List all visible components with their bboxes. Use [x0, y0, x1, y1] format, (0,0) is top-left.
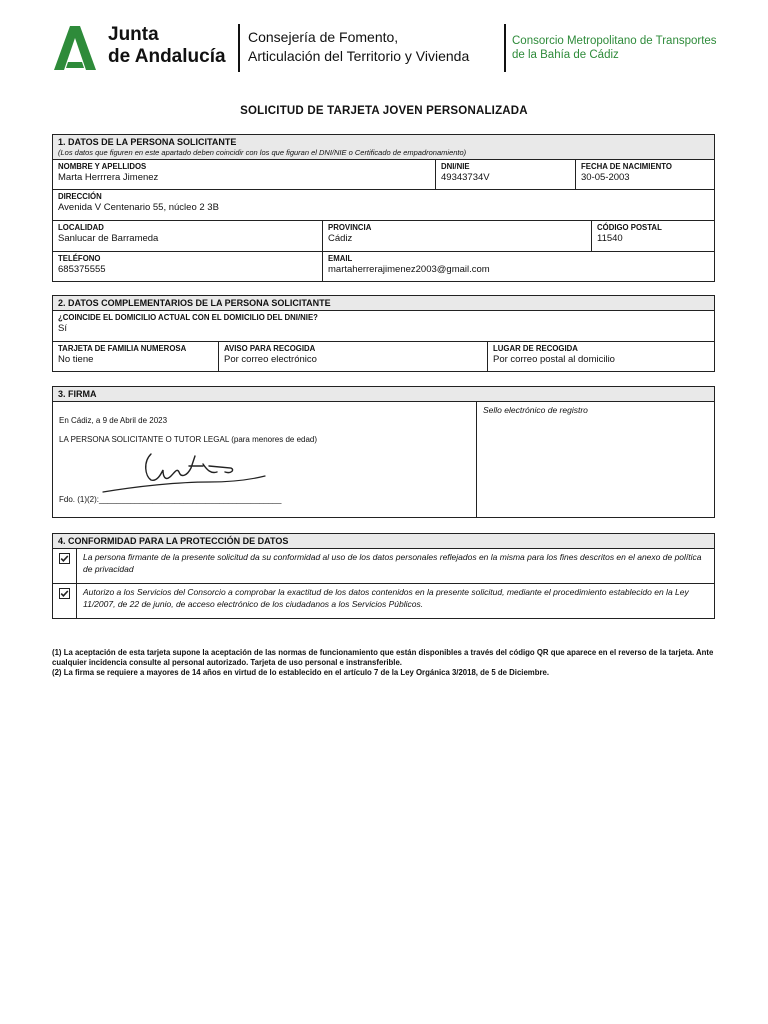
consorcio-name: Consorcio Metropolitano de Transportes de la Bahía de Cádiz — [512, 35, 717, 61]
document-title: SOLICITUD DE TARJETA JOVEN PERSONALIZADA — [240, 105, 528, 117]
consent-text: La persona firmante de la presente solicitud da su conformidad al uso de los datos personales reflejados en la misma para los fines descritos en el anexo de política de privacidad — [83, 552, 702, 574]
fdo-line: Fdo. (1)(2):_________________________________________ — [59, 495, 282, 504]
field-provincia: PROVINCIA Cádiz — [323, 221, 592, 251]
signature-area — [53, 402, 477, 517]
field-aviso-recogida: AVISO PARA RECOGIDA Por correo electrónico — [219, 342, 488, 371]
consent-text: Autorizo a los Servicios del Consorcio a comprobar la exactitud de los datos contenidos en la presente solicitud, mediante el procedimiento establecido en la Ley 11/2007, de 22 de junio, de acceso electrónico de los ciudadanos a los Servicios Públicos. — [83, 587, 689, 609]
field-coincide-domicilio: ¿COINCIDE EL DOMICILIO ACTUAL CON EL DOMICILIO DEL DNI/NIE? Sí — [58, 313, 318, 334]
handwritten-signature — [99, 442, 269, 498]
field-localidad: LOCALIDAD Sanlucar de Barrameda — [53, 221, 323, 251]
place-date: En Cádiz, a 9 de Abril de 2023 — [59, 416, 168, 425]
section-heading: 2. DATOS COMPLEMENTARIOS DE LA PERSONA SOLICITANTE — [53, 296, 714, 311]
section-firma — [52, 386, 715, 518]
field-lugar-recogida: LUGAR DE RECOGIDA Por correo postal al domicilio — [493, 344, 615, 365]
section-heading: 4. CONFORMIDAD PARA LA PROTECCIÓN DE DATOS — [53, 534, 714, 549]
checked-checkbox-icon[interactable] — [59, 553, 70, 564]
tutor-text: LA PERSONA SOLICITANTE O TUTOR LEGAL (para menores de edad) — [59, 435, 318, 444]
footnotes — [52, 648, 716, 678]
section-datos-complementarios — [52, 295, 715, 372]
field-fecha-nacimiento: FECHA DE NACIMIENTO 30-05-2003 — [581, 162, 672, 183]
field-codigo-postal: CÓDIGO POSTAL 11540 — [597, 223, 662, 244]
junta-logo-icon — [50, 24, 100, 72]
sello-registro: Sello electrónico de registro — [483, 405, 588, 415]
field-familia-numerosa: TARJETA DE FAMILIA NUMEROSA No tiene — [53, 342, 219, 371]
field-nombre: NOMBRE Y APELLIDOS Marta Herrrera Jimenez — [53, 160, 436, 189]
consent-row — [53, 584, 714, 618]
consent-row — [53, 549, 714, 584]
footnote-2: (2) La firma se requiere a mayores de 14 años en virtud de lo establecido en el artículo 7 de la Ley Orgánica 3/2018, de 5 de Diciembre. — [52, 668, 550, 677]
header — [50, 22, 730, 78]
junta-logo-text: Junta de Andalucía — [108, 24, 226, 67]
section-datos-solicitante — [52, 134, 715, 282]
field-dni: DNI/NIE 49343734V — [436, 160, 576, 189]
header-divider — [504, 24, 506, 72]
consejeria-name: Consejería de Fomento, Articulación del Territorio y Vivienda — [248, 29, 470, 64]
footnote-1: (1) La aceptación de esta tarjeta supone la aceptación de las normas de funcionamiento que están disponibles a través del código QR que aparece en el reverso de la tarjeta. Ante cualquier incidencia consulte al personal autorizado. Tarjeta de uso personal e instransferible. — [52, 648, 714, 667]
section-proteccion-datos — [52, 533, 715, 619]
header-divider — [238, 24, 240, 72]
section-heading: 1. DATOS DE LA PERSONA SOLICITANTE (Los datos que figuren en este apartado deben coincidir con los que figuran el DNI/NIE o Certificado de empadronamiento) — [53, 135, 714, 160]
section-heading: 3. FIRMA — [53, 387, 714, 402]
checked-checkbox-icon[interactable] — [59, 588, 70, 599]
field-direccion: DIRECCIÓN Avenida V Centenario 55, núcleo 2 3B — [58, 192, 219, 213]
field-telefono: TELÉFONO 685375555 — [53, 252, 323, 281]
field-email: EMAIL martaherrerajimenez2003@gmail.com — [328, 254, 490, 275]
